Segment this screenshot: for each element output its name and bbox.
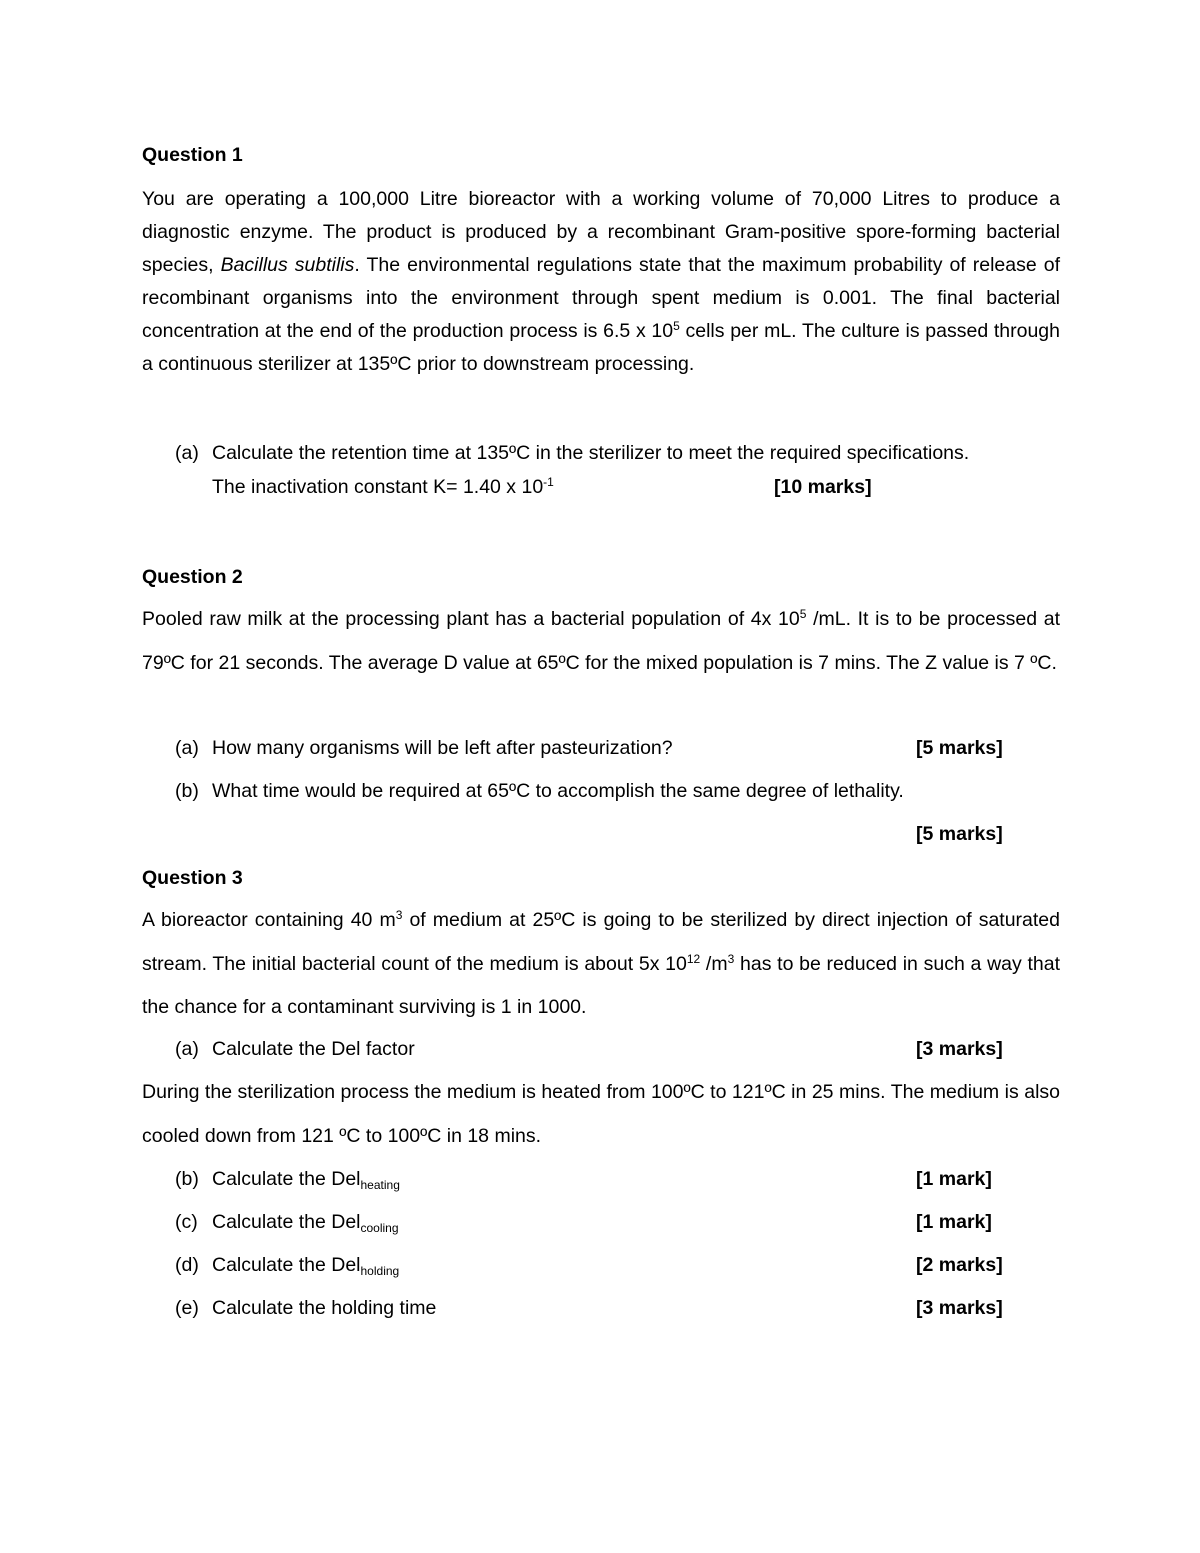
question-1-heading: Question 1 <box>142 144 243 166</box>
question-2-heading: Question 2 <box>142 566 243 588</box>
q1-text-1: You are operating a 100,000 Litre bioreactor with a working volume of 70,000 Litres to produce a diagnostic enzyme. The product is produced by a recombinant Gram-positive spore-forming bacterial species, <box>142 188 1060 277</box>
q3-text-4: has to be reduced in such a way that the chance for a contaminant surviving is 1 in 1000. <box>142 952 1060 1018</box>
q3-d-text <box>212 1254 399 1277</box>
q2-sup-exp: 5 <box>799 607 807 621</box>
question-1-body <box>142 183 1060 382</box>
q3-e-label: (e) <box>175 1297 199 1319</box>
q3-text-1: A bioreactor containing 40 m <box>142 909 396 931</box>
q2-b-label: (b) <box>175 780 199 802</box>
q1-text-2: . The environmental regulations state that the maximum probability of release of recombinant organisms into the environment through spent medium is 0.001. The final bacterial concentration at the end of the production process is 6.5 x 10 <box>142 254 1060 343</box>
q1-text-3: cells per mL. The culture is passed through a continuous sterilizer at 135ºC prior to downstream processing. <box>142 320 1061 376</box>
q2-a-marks: [5 marks] <box>916 737 1003 759</box>
q2-a-label: (a) <box>175 737 199 759</box>
q3-text-2: of medium at 25ºC is going to be sterilized by direct injection of saturated stream. The initial bacterial count of the medium is about 5x 10 <box>142 909 1061 975</box>
q3-sup-exp: 12 <box>686 951 701 966</box>
q3-b-marks: [1 mark] <box>916 1168 992 1190</box>
q2-b-marks: [5 marks] <box>916 823 1003 845</box>
q2-b-text: What time would be required at 65ºC to accomplish the same degree of lethality. <box>212 780 904 802</box>
q3-e-text: Calculate the holding time <box>212 1297 437 1319</box>
q3-b-main: Calculate the Del <box>212 1168 361 1190</box>
q3-a-text: Calculate the Del factor <box>212 1038 415 1060</box>
q2-text-2: /mL. It is to be processed at 79ºC for 21 seconds. The average D value at 65ºC for the mixed population is 7 mins. The Z value is 7 ºC. <box>142 608 1060 674</box>
question-2-body <box>142 598 1060 685</box>
q1-a-constant: The inactivation constant K= 1.40 x 10 <box>212 476 544 498</box>
q3-d-sub: holding <box>360 1264 400 1278</box>
q3-a-label: (a) <box>175 1038 199 1060</box>
q3-d-label: (d) <box>175 1254 199 1276</box>
q3-b-text <box>212 1168 400 1191</box>
q1-a-label: (a) <box>175 442 199 464</box>
q1-species: Bacillus subtilis <box>220 254 355 277</box>
q1-a-text: Calculate the retention time at 135ºC in the sterilizer to meet the required specifications. <box>212 442 970 464</box>
q1-a-text-2 <box>212 476 554 499</box>
q3-b-sub: heating <box>360 1178 400 1192</box>
q3-sup-m3b: 3 <box>727 951 735 966</box>
q3-b-label: (b) <box>175 1168 199 1190</box>
q3-c-sub: cooling <box>360 1221 399 1235</box>
q3-text-3: /m <box>700 952 728 975</box>
question-3-body <box>142 899 1060 1030</box>
q3-e-marks: [3 marks] <box>916 1297 1003 1319</box>
q3-c-main: Calculate the Del <box>212 1211 361 1233</box>
q3-mid-paragraph: During the sterilization process the medium is heated from 100ºC to 121ºC in 25 mins. The medium is also cooled down from 121 ºC to 100ºC in 18 mins. <box>142 1081 1060 1147</box>
q3-c-label: (c) <box>175 1211 198 1233</box>
q3-c-marks: [1 mark] <box>916 1211 992 1233</box>
q2-text-1: Pooled raw milk at the processing plant has a bacterial population of 4x 10 <box>142 608 800 630</box>
q2-a-text: How many organisms will be left after pasteurization? <box>212 737 673 759</box>
q3-a-marks: [3 marks] <box>916 1038 1003 1060</box>
q3-d-main: Calculate the Del <box>212 1254 361 1276</box>
question-3-heading: Question 3 <box>142 867 243 889</box>
q3-sup-m3: 3 <box>395 908 403 922</box>
q3-d-marks: [2 marks] <box>916 1254 1003 1276</box>
q1-a-sup: -1 <box>543 475 554 489</box>
q1-sup-exp: 5 <box>673 319 680 334</box>
q3-c-text <box>212 1211 399 1234</box>
q1-a-marks: [10 marks] <box>774 476 872 498</box>
